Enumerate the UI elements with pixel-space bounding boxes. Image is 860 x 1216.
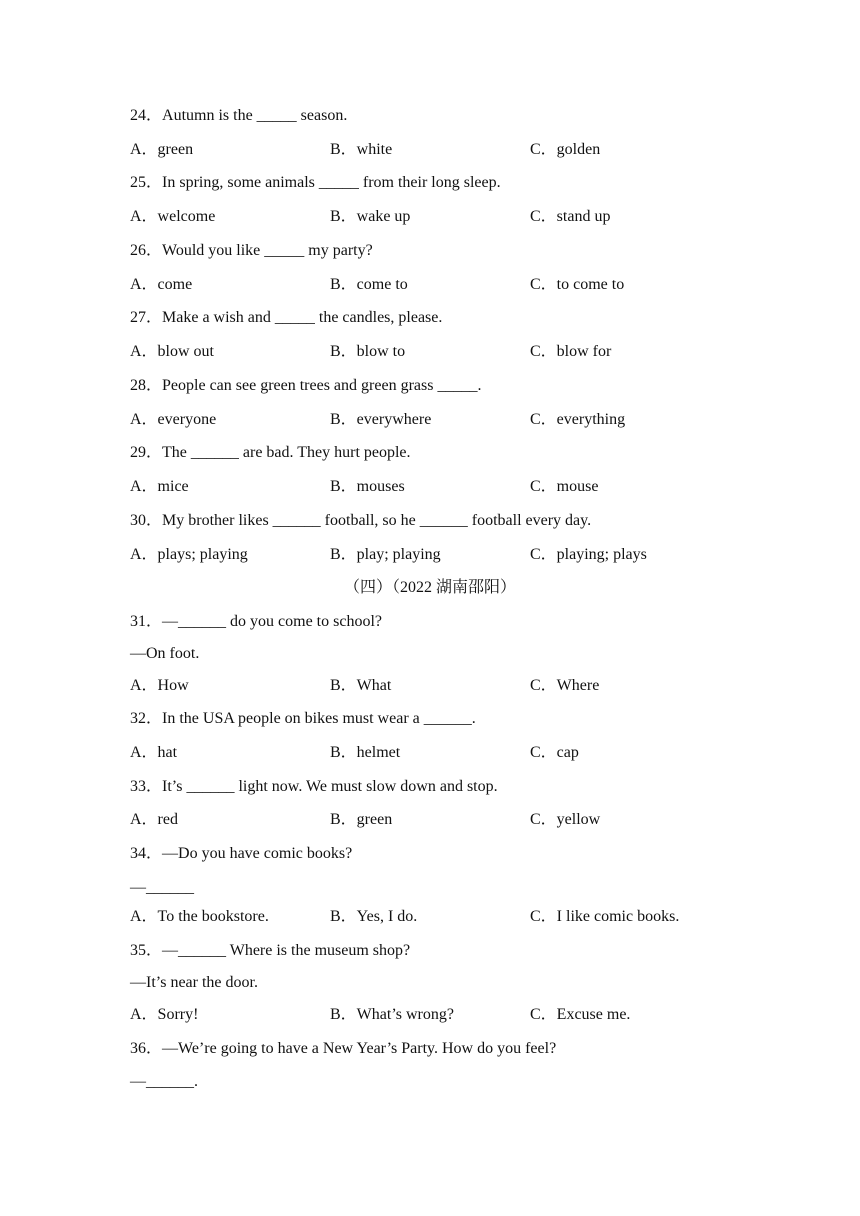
question-25 (130, 173, 501, 193)
question-27 (130, 308, 442, 328)
option-c[interactable]: C．Excuse me. (530, 1006, 631, 1023)
question-text: In the USA people on bikes must wear a ______. (162, 710, 476, 727)
option-b[interactable]: B．What’s wrong? (330, 1006, 454, 1023)
question-34 (130, 844, 352, 864)
option-c[interactable]: C．cap (530, 744, 579, 761)
dialogue-reply: —______. (130, 1073, 198, 1090)
question-28 (130, 376, 481, 396)
question-number: 25． (130, 174, 163, 191)
option-b[interactable]: B．come to (330, 276, 408, 293)
option-b[interactable]: B．Yes, I do. (330, 908, 418, 925)
option-c[interactable]: C．stand up (530, 208, 611, 225)
option-a[interactable]: A．red (130, 811, 178, 828)
question-number: 26． (130, 242, 163, 259)
question-number: 29． (130, 444, 163, 461)
option-c[interactable]: C．mouse (530, 478, 599, 495)
option-a[interactable]: A．everyone (130, 411, 217, 428)
option-c[interactable]: C．everything (530, 411, 626, 428)
question-36 (130, 1039, 556, 1059)
option-a[interactable]: A．welcome (130, 208, 216, 225)
question-24 (130, 106, 347, 126)
option-b[interactable]: B．white (330, 141, 393, 158)
option-a[interactable]: A．plays; playing (130, 546, 248, 563)
dialogue-reply: —On foot. (130, 645, 200, 662)
option-b[interactable]: B．green (330, 811, 393, 828)
option-b[interactable]: B．What (330, 677, 392, 694)
question-text: My brother likes ______ football, so he ______ football every day. (162, 512, 592, 529)
option-a[interactable]: A．hat (130, 744, 178, 761)
option-c[interactable]: C．golden (530, 141, 601, 158)
option-a[interactable]: A．Sorry! (130, 1006, 199, 1023)
question-number: 33． (130, 778, 163, 795)
question-text: It’s ______ light now. We must slow down and stop. (162, 778, 498, 795)
question-number: 35． (130, 942, 163, 959)
option-a[interactable]: A．To the bookstore. (130, 908, 269, 925)
question-number: 32． (130, 710, 163, 727)
question-text: In spring, some animals _____ from their long sleep. (162, 174, 501, 191)
option-b[interactable]: B．mouses (330, 478, 405, 495)
option-b[interactable]: B．play; playing (330, 546, 441, 563)
option-b[interactable]: B．blow to (330, 343, 406, 360)
question-32 (130, 709, 476, 729)
option-a[interactable]: A．How (130, 677, 189, 694)
option-a[interactable]: A．mice (130, 478, 189, 495)
question-text: —______ do you come to school? (162, 613, 382, 630)
section-heading: （四）（2022 湖南邵阳） (343, 579, 516, 596)
question-text: —Do you have comic books? (162, 845, 353, 862)
question-30 (130, 511, 591, 531)
option-a[interactable]: A．blow out (130, 343, 215, 360)
question-number: 28． (130, 377, 163, 394)
option-a[interactable]: A．green (130, 141, 194, 158)
option-b[interactable]: B．everywhere (330, 411, 432, 428)
question-text: Autumn is the _____ season. (162, 107, 348, 124)
question-text: —______ Where is the museum shop? (162, 942, 411, 959)
question-33 (130, 777, 498, 797)
question-text: People can see green trees and green grass _____. (162, 377, 482, 394)
question-35 (130, 941, 410, 961)
question-text: The ______ are bad. They hurt people. (162, 444, 411, 461)
question-text: Would you like _____ my party? (162, 242, 373, 259)
question-26 (130, 241, 373, 261)
question-29 (130, 443, 411, 463)
option-b[interactable]: B．wake up (330, 208, 411, 225)
option-c[interactable]: C．blow for (530, 343, 612, 360)
question-text: —We’re going to have a New Year’s Party. How do you feel? (162, 1040, 557, 1057)
option-c[interactable]: C．playing; plays (530, 546, 647, 563)
option-c[interactable]: C．to come to (530, 276, 625, 293)
option-b[interactable]: B．helmet (330, 744, 401, 761)
question-31 (130, 612, 382, 632)
question-number: 30． (130, 512, 163, 529)
question-number: 34． (130, 845, 163, 862)
dialogue-reply: —It’s near the door. (130, 974, 258, 991)
option-c[interactable]: C．Where (530, 677, 600, 694)
option-c[interactable]: C．yellow (530, 811, 601, 828)
question-number: 36． (130, 1040, 163, 1057)
question-number: 31． (130, 613, 163, 630)
option-a[interactable]: A．come (130, 276, 193, 293)
question-text: Make a wish and _____ the candles, please. (162, 309, 443, 326)
question-number: 27． (130, 309, 163, 326)
option-c[interactable]: C．I like comic books. (530, 908, 680, 925)
dialogue-reply: —______ (130, 879, 194, 896)
question-number: 24． (130, 107, 163, 124)
